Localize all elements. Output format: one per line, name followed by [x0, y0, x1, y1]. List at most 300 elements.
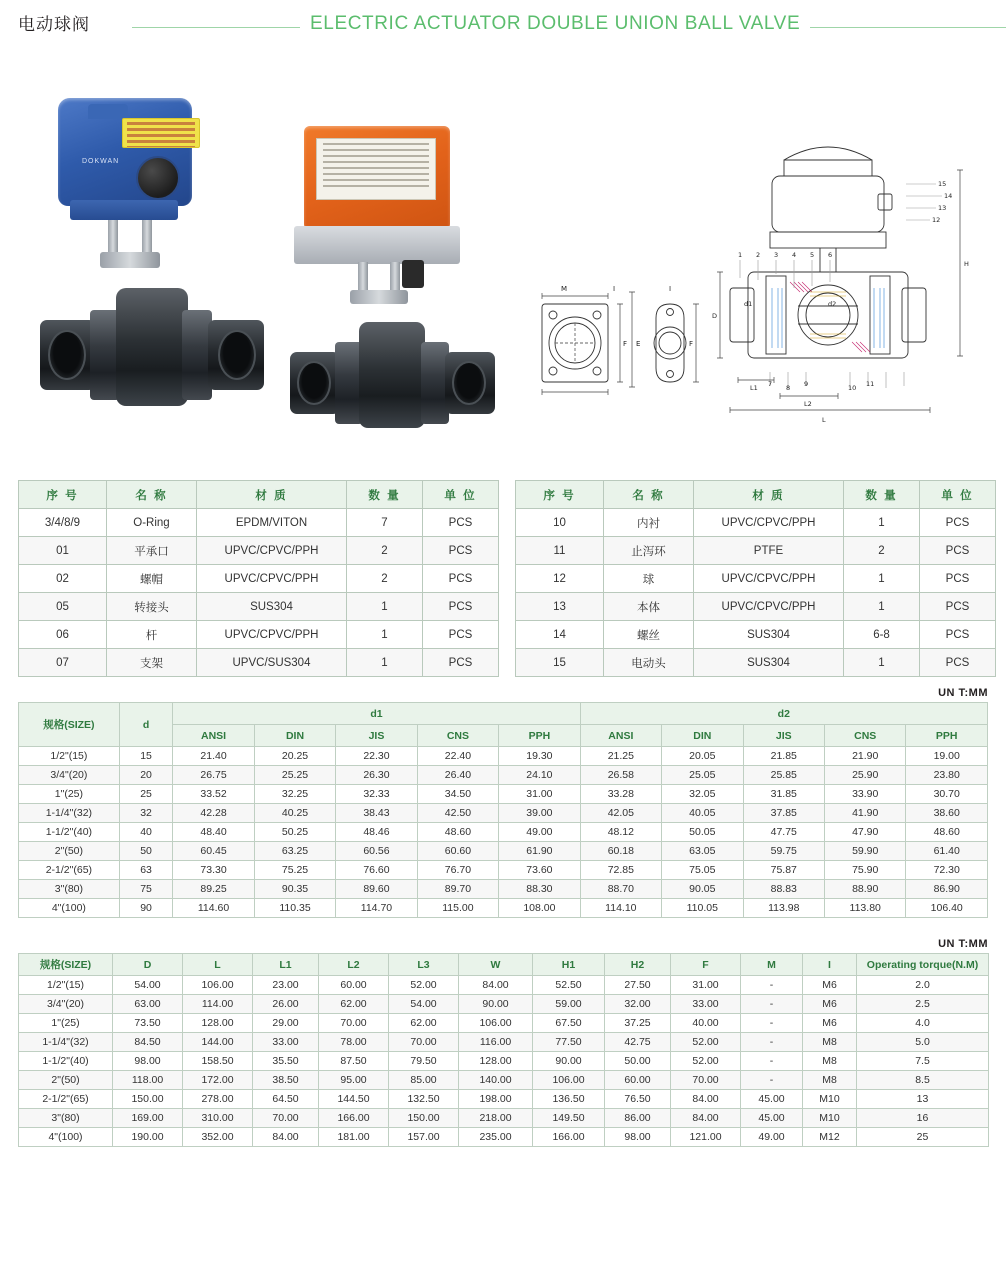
cell: 90.35: [254, 880, 335, 899]
cell: 42.75: [605, 1033, 671, 1052]
cell: 10: [516, 509, 604, 537]
flange2-label-I: I: [669, 285, 672, 293]
cell: 40: [119, 823, 173, 842]
blue-actuator-base: [70, 200, 178, 220]
cell: 31.85: [743, 785, 824, 804]
cell: 20: [119, 766, 173, 785]
dim1-group-d2: d2: [580, 703, 987, 725]
cell: 2: [347, 537, 423, 565]
cell: 52.00: [671, 1033, 741, 1052]
cell: 115.00: [417, 899, 498, 918]
section-callout-2: 2: [756, 251, 761, 259]
cell: 144.00: [183, 1033, 253, 1052]
cell: 75.87: [743, 861, 824, 880]
cell: 47.75: [743, 823, 824, 842]
cell: 158.50: [183, 1052, 253, 1071]
cell: 25.25: [254, 766, 335, 785]
cell: UPVC/CPVC/PPH: [694, 593, 844, 621]
cell: 23.00: [253, 976, 319, 995]
cell: 21.85: [743, 747, 824, 766]
blue-valve-outlet-bore: [218, 330, 256, 380]
cell: 2.5: [857, 995, 989, 1014]
cell: 1-1/4"(32): [19, 804, 120, 823]
cell: 24.10: [499, 766, 580, 785]
cell: 37.25: [605, 1014, 671, 1033]
cell: 121.00: [671, 1128, 741, 1147]
blue-actuator-housing: [58, 98, 192, 206]
flange-label-M: M: [561, 285, 568, 293]
cell: UPVC/CPVC/PPH: [197, 565, 347, 593]
cell: 90: [119, 899, 173, 918]
cell: EPDM/VITON: [197, 509, 347, 537]
cell: 278.00: [183, 1090, 253, 1109]
dim1-d1-ansi: ANSI: [173, 725, 254, 747]
cell: 114.60: [173, 899, 254, 918]
cell: 59.90: [824, 842, 905, 861]
cell: 平承口: [107, 537, 197, 565]
bom-left-header-3: 数 量: [347, 481, 423, 509]
table-row: [19, 880, 988, 899]
cell: SUS304: [694, 649, 844, 677]
cell: 88.83: [743, 880, 824, 899]
cell: 4.0: [857, 1014, 989, 1033]
cell: 310.00: [183, 1109, 253, 1128]
bom-left-header-1: 名 称: [107, 481, 197, 509]
blue-actuator-cap: [88, 104, 128, 119]
table-row: [19, 509, 499, 537]
cell: 75.90: [824, 861, 905, 880]
cell: M8: [803, 1052, 857, 1071]
table-header-row: [19, 954, 989, 976]
cell: 89.25: [173, 880, 254, 899]
cell: 84.00: [671, 1090, 741, 1109]
cell: 60.45: [173, 842, 254, 861]
table-row: [516, 621, 996, 649]
cell: 40.00: [671, 1014, 741, 1033]
cell: 89.70: [417, 880, 498, 899]
cell: SUS304: [197, 593, 347, 621]
cell: PCS: [423, 621, 499, 649]
section-label-L1: L1: [750, 384, 758, 392]
section-label-d1: d1: [744, 300, 753, 308]
flange-label-F: F: [623, 340, 628, 348]
table-row: [19, 861, 988, 880]
cell: 31.00: [671, 976, 741, 995]
page-title-cn: 电动球阀: [18, 15, 90, 34]
cell: 150.00: [113, 1090, 183, 1109]
cell: 1-1/4"(32): [19, 1033, 113, 1052]
cell: -: [741, 995, 803, 1014]
cell: 球: [604, 565, 694, 593]
cell: 64.50: [253, 1090, 319, 1109]
cell: 352.00: [183, 1128, 253, 1147]
cell: 转接头: [107, 593, 197, 621]
orange-valve-outlet-bore: [452, 361, 486, 405]
cell: 22.40: [417, 747, 498, 766]
cell: 67.50: [533, 1014, 605, 1033]
cell: 235.00: [459, 1128, 533, 1147]
unit-note-2: UN T:MM: [938, 938, 988, 950]
cell: 33.52: [173, 785, 254, 804]
cell: 25: [119, 785, 173, 804]
cell: 3"(80): [19, 1109, 113, 1128]
section-callout-1: 1: [738, 251, 743, 259]
cell: 1-1/2"(40): [19, 1052, 113, 1071]
cell: 1"(25): [19, 1014, 113, 1033]
section-label-d2: d2: [828, 300, 837, 308]
blue-valve-stem-right: [142, 220, 152, 254]
table-row: [19, 593, 499, 621]
cell: 48.60: [906, 823, 988, 842]
cell: 63: [119, 861, 173, 880]
cell: 70.00: [389, 1033, 459, 1052]
cell: 3/4/8/9: [19, 509, 107, 537]
cell: 77.50: [533, 1033, 605, 1052]
cell: 2: [347, 565, 423, 593]
cell: 110.05: [662, 899, 743, 918]
cell: 1/2"(15): [19, 976, 113, 995]
cell: 1: [347, 593, 423, 621]
product-image-band: [0, 52, 1006, 472]
cell: UPVC/CPVC/PPH: [694, 565, 844, 593]
section-label-L2: L2: [804, 400, 812, 408]
cell: 61.90: [499, 842, 580, 861]
table-row: [19, 1128, 989, 1147]
cell: 150.00: [389, 1109, 459, 1128]
cell: 16: [857, 1109, 989, 1128]
cell: 8.5: [857, 1071, 989, 1090]
cell: 07: [19, 649, 107, 677]
cell: PCS: [920, 649, 996, 677]
bom-right-header-0: 序 号: [516, 481, 604, 509]
bom-left-header-0: 序 号: [19, 481, 107, 509]
orange-actuator-wiring-label: [316, 138, 436, 200]
cell: 50.00: [605, 1052, 671, 1071]
blue-actuator-knob: [136, 156, 180, 200]
cell: M10: [803, 1090, 857, 1109]
cell: 128.00: [459, 1052, 533, 1071]
cell: 22.30: [336, 747, 417, 766]
cell: 01: [19, 537, 107, 565]
cell: 85.00: [389, 1071, 459, 1090]
cell: 59.00: [533, 995, 605, 1014]
cell: 1: [347, 621, 423, 649]
dim2-header-H2: H2: [605, 954, 671, 976]
dim2-header-M: M: [741, 954, 803, 976]
cell: M10: [803, 1109, 857, 1128]
cell: 106.00: [459, 1014, 533, 1033]
section-callout-3: 3: [774, 251, 779, 259]
flange-drawings: [520, 282, 700, 412]
cell: 1: [347, 649, 423, 677]
cell: 106.00: [533, 1071, 605, 1090]
cell: 59.75: [743, 842, 824, 861]
table-row: [19, 976, 989, 995]
table-row: [516, 593, 996, 621]
cell: 38.60: [906, 804, 988, 823]
cell: 45.00: [741, 1109, 803, 1128]
cell: 26.40: [417, 766, 498, 785]
cell: 79.50: [389, 1052, 459, 1071]
table-row: [19, 842, 988, 861]
dim1-header-d: d: [119, 703, 173, 747]
cell: 78.00: [319, 1033, 389, 1052]
cell: 108.00: [499, 899, 580, 918]
dim1-d2-ansi: ANSI: [580, 725, 661, 747]
cell: 90.05: [662, 880, 743, 899]
dim2-header-L3: L3: [389, 954, 459, 976]
cell: 32: [119, 804, 173, 823]
cell: 50.25: [254, 823, 335, 842]
cell: 114.00: [183, 995, 253, 1014]
orange-valve-center-body: [359, 322, 425, 428]
table-row: [19, 747, 988, 766]
table-row: [19, 1071, 989, 1090]
cell: PCS: [920, 509, 996, 537]
cell: 106.00: [183, 976, 253, 995]
cell: 32.00: [605, 995, 671, 1014]
blue-valve-inlet-bore: [48, 330, 86, 380]
cell: SUS304: [694, 621, 844, 649]
cell: 支架: [107, 649, 197, 677]
cell: 15: [516, 649, 604, 677]
cell: 3/4"(20): [19, 766, 120, 785]
cell: 70.00: [671, 1071, 741, 1090]
cell: 48.60: [417, 823, 498, 842]
cell: 5.0: [857, 1033, 989, 1052]
cell: 48.40: [173, 823, 254, 842]
bom-table-right: [515, 480, 996, 677]
cell: 2"(50): [19, 1071, 113, 1090]
cell: -: [741, 976, 803, 995]
dim1-d2-cns: CNS: [824, 725, 905, 747]
cell: 32.33: [336, 785, 417, 804]
cell: 48.12: [580, 823, 661, 842]
cell: 27.50: [605, 976, 671, 995]
cell: 181.00: [319, 1128, 389, 1147]
cell: 90.00: [533, 1052, 605, 1071]
orange-valve-stem-right: [390, 262, 400, 292]
section-label-L: L: [822, 416, 826, 424]
section-callout-5: 5: [810, 251, 815, 259]
cell: 47.90: [824, 823, 905, 842]
cell: 157.00: [389, 1128, 459, 1147]
cell: 32.25: [254, 785, 335, 804]
cell: 70.00: [253, 1109, 319, 1128]
cell: 60.00: [319, 976, 389, 995]
cell: 20.25: [254, 747, 335, 766]
cell: PCS: [920, 537, 996, 565]
dim2-header-size: 规格(SIZE): [19, 954, 113, 976]
cell: 88.90: [824, 880, 905, 899]
table-row: [516, 565, 996, 593]
cell: 13: [516, 593, 604, 621]
cell: 21.40: [173, 747, 254, 766]
cell: 73.50: [113, 1014, 183, 1033]
cell: 42.50: [417, 804, 498, 823]
table-row: [19, 649, 499, 677]
cell: 50.05: [662, 823, 743, 842]
orange-actuator-housing: [304, 126, 450, 230]
blue-valve-bracket: [100, 252, 160, 268]
dim2-header-W: W: [459, 954, 533, 976]
cell: 3/4"(20): [19, 995, 113, 1014]
cell: 50: [119, 842, 173, 861]
section-callout-6: 6: [828, 251, 833, 259]
cell: 114.10: [580, 899, 661, 918]
section-callout-14: 14: [944, 192, 953, 200]
section-callout-12: 12: [932, 216, 941, 224]
cell: 75.25: [254, 861, 335, 880]
table-row: [19, 1033, 989, 1052]
dim2-header-torque: Operating torque(N.M): [857, 954, 989, 976]
cell: 116.00: [459, 1033, 533, 1052]
cell: 198.00: [459, 1090, 533, 1109]
dim2-header-D: D: [113, 954, 183, 976]
bom-right-header-3: 数 量: [844, 481, 920, 509]
cell: 172.00: [183, 1071, 253, 1090]
cell: 2: [844, 537, 920, 565]
section-callout-11: 11: [866, 380, 875, 388]
flange-label-I: I: [613, 285, 616, 293]
tables-section: [0, 480, 1006, 1147]
cell: 1/2"(15): [19, 747, 120, 766]
dim1-d2-jis: JIS: [743, 725, 824, 747]
cell: 26.75: [173, 766, 254, 785]
cell: M8: [803, 1071, 857, 1090]
dim2-header-L: L: [183, 954, 253, 976]
cell: PCS: [423, 565, 499, 593]
cell: 30.70: [906, 785, 988, 804]
bom-left-header-2: 材 质: [197, 481, 347, 509]
cell: 190.00: [113, 1128, 183, 1147]
cell: 杆: [107, 621, 197, 649]
cell: 86.90: [906, 880, 988, 899]
cell: M6: [803, 976, 857, 995]
cell: 114.70: [336, 899, 417, 918]
cell: 54.00: [113, 976, 183, 995]
cell: 40.05: [662, 804, 743, 823]
dim1-d1-pph: PPH: [499, 725, 580, 747]
dim2-header-L2: L2: [319, 954, 389, 976]
dim1-d1-jis: JIS: [336, 725, 417, 747]
cell: 13: [857, 1090, 989, 1109]
orange-actuator-cable-gland: [402, 260, 424, 288]
orange-valve-inlet-bore: [297, 361, 331, 405]
cell: 128.00: [183, 1014, 253, 1033]
table-row: [19, 1052, 989, 1071]
dim1-d2-pph: PPH: [906, 725, 988, 747]
cell: 15: [119, 747, 173, 766]
cell: 2"(50): [19, 842, 120, 861]
cell: 45.00: [741, 1090, 803, 1109]
table-row: [19, 823, 988, 842]
table-header-row: [516, 481, 996, 509]
cell: 32.05: [662, 785, 743, 804]
cell: 1"(25): [19, 785, 120, 804]
cell: M8: [803, 1033, 857, 1052]
cell: 1: [844, 593, 920, 621]
cell: 12: [516, 565, 604, 593]
table-row: [19, 995, 989, 1014]
cell: 42.05: [580, 804, 661, 823]
flange2-label-F: F: [689, 340, 694, 348]
cell: 37.85: [743, 804, 824, 823]
table-row: [516, 509, 996, 537]
cell: 63.00: [113, 995, 183, 1014]
cell: 52.00: [389, 976, 459, 995]
table-row: [19, 1109, 989, 1128]
dim1-d1-cns: CNS: [417, 725, 498, 747]
cell: 26.30: [336, 766, 417, 785]
cell: 螺丝: [604, 621, 694, 649]
flange-label-E: E: [636, 340, 641, 348]
cell: 166.00: [533, 1128, 605, 1147]
cell: 25.90: [824, 766, 905, 785]
bom-tables: [18, 480, 988, 677]
cell: 33.90: [824, 785, 905, 804]
cell: 7: [347, 509, 423, 537]
cell: 106.40: [906, 899, 988, 918]
cell: 29.00: [253, 1014, 319, 1033]
dim2-header-I: I: [803, 954, 857, 976]
cell: 2-1/2"(65): [19, 1090, 113, 1109]
cell: 6-8: [844, 621, 920, 649]
cell: 60.00: [605, 1071, 671, 1090]
table-row: [19, 565, 499, 593]
cell: 41.90: [824, 804, 905, 823]
cell: 06: [19, 621, 107, 649]
cell: 3"(80): [19, 880, 120, 899]
cell: 33.00: [253, 1033, 319, 1052]
bom-right-header-2: 材 质: [694, 481, 844, 509]
cell: 87.50: [319, 1052, 389, 1071]
dim2-header-F: F: [671, 954, 741, 976]
cell: PTFE: [694, 537, 844, 565]
blue-valve-center-body: [116, 288, 188, 406]
section-label-D: D: [712, 312, 718, 320]
table-row: [516, 537, 996, 565]
cell: 149.50: [533, 1109, 605, 1128]
cell: 136.50: [533, 1090, 605, 1109]
cell: 60.18: [580, 842, 661, 861]
cell: 21.90: [824, 747, 905, 766]
dimension-table-overall: [18, 953, 989, 1147]
cell: 62.00: [389, 1014, 459, 1033]
cell: 19.00: [906, 747, 988, 766]
orange-actuator-base: [294, 226, 460, 264]
bom-right-header-1: 名 称: [604, 481, 694, 509]
orange-valve-body: [290, 304, 510, 434]
cell: 2-1/2"(65): [19, 861, 120, 880]
cell: PCS: [920, 593, 996, 621]
blue-actuator-brand-text: DOKWAN: [82, 158, 120, 165]
cell: 38.43: [336, 804, 417, 823]
cell: -: [741, 1014, 803, 1033]
cell: 49.00: [741, 1128, 803, 1147]
cell: 25: [857, 1128, 989, 1147]
blue-valve-photo: [40, 80, 270, 462]
cell: 23.80: [906, 766, 988, 785]
cell: 止泻环: [604, 537, 694, 565]
cell: 89.60: [336, 880, 417, 899]
blue-valve-body: [40, 268, 270, 408]
cell: 02: [19, 565, 107, 593]
cell: 40.25: [254, 804, 335, 823]
cell: M6: [803, 1014, 857, 1033]
bom-table-left: [18, 480, 499, 677]
cell: 25.05: [662, 766, 743, 785]
